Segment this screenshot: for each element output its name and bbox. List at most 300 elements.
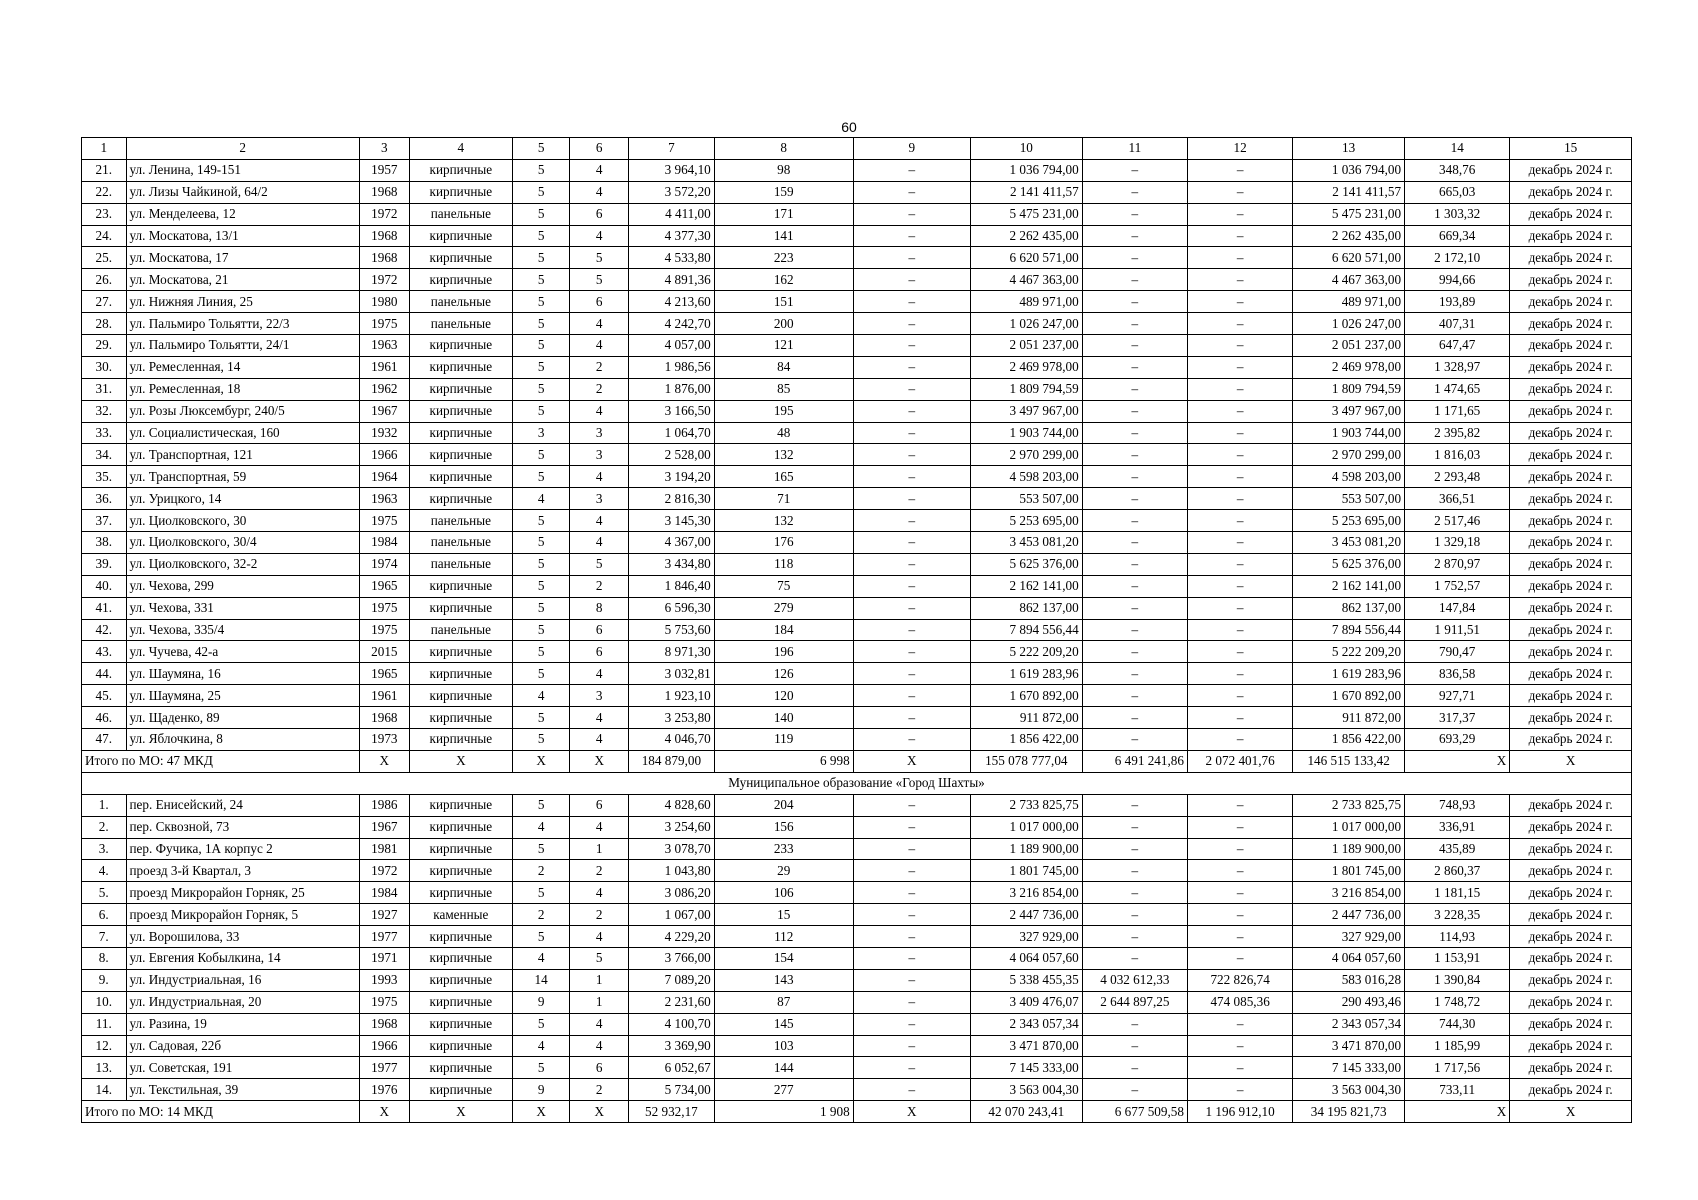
total-cost-cell: 3 409 476,07: [970, 991, 1082, 1013]
floors-cell: 4: [512, 816, 570, 838]
cost-col-13-cell: 1 017 000,00: [1293, 816, 1405, 838]
cost-col-9-cell: –: [853, 225, 970, 247]
address-cell: пер. Фучика, 1А корпус 2: [126, 838, 359, 860]
row-number-cell: 25.: [82, 247, 127, 269]
address-cell: ул. Ремесленная, 18: [126, 378, 359, 400]
entrances-cell: 8: [570, 597, 629, 619]
cost-per-sqm-cell: 366,51: [1405, 488, 1510, 510]
cost-col-13-cell: 553 507,00: [1293, 488, 1405, 510]
completion-date-cell: декабрь 2024 г.: [1510, 816, 1632, 838]
section-title: Муниципальное образование «Город Шахты»: [82, 772, 1632, 794]
residents-cell: 141: [714, 225, 853, 247]
row-number-cell: 11.: [82, 1013, 127, 1035]
wall-material-cell: кирпичные: [409, 969, 512, 991]
residents-cell: 85: [714, 378, 853, 400]
cost-col-12-cell: –: [1187, 904, 1292, 926]
year-built-cell: 1968: [359, 247, 409, 269]
completion-date-cell: декабрь 2024 г.: [1510, 335, 1632, 357]
total-cost-cell: 3 497 967,00: [970, 400, 1082, 422]
cost-col-11-cell: –: [1082, 1057, 1187, 1079]
row-number-cell: 21.: [82, 159, 127, 181]
address-cell: ул. Циолковского, 30: [126, 510, 359, 532]
cost-per-sqm-cell: 114,93: [1405, 926, 1510, 948]
total-cell: 155 078 777,04: [970, 750, 1082, 772]
floors-cell: 5: [512, 291, 570, 313]
total-cost-cell: 553 507,00: [970, 488, 1082, 510]
cost-per-sqm-cell: 1 748,72: [1405, 991, 1510, 1013]
wall-material-cell: кирпичные: [409, 1079, 512, 1101]
wall-material-cell: панельные: [409, 532, 512, 554]
cost-per-sqm-cell: 647,47: [1405, 335, 1510, 357]
column-number-10: 10: [970, 138, 1082, 160]
total-label: Итого по МО: 47 МКД: [82, 750, 360, 772]
table-row: [82, 882, 1632, 904]
cost-col-9-cell: –: [853, 794, 970, 816]
entrances-cell: 5: [570, 269, 629, 291]
year-built-cell: 1961: [359, 356, 409, 378]
cost-col-12-cell: –: [1187, 313, 1292, 335]
residents-cell: 15: [714, 904, 853, 926]
cost-col-13-cell: 1 856 422,00: [1293, 729, 1405, 751]
total-cost-cell: 2 469 978,00: [970, 356, 1082, 378]
row-number-cell: 4.: [82, 860, 127, 882]
residents-cell: 233: [714, 838, 853, 860]
residents-cell: 162: [714, 269, 853, 291]
wall-material-cell: кирпичные: [409, 181, 512, 203]
completion-date-cell: декабрь 2024 г.: [1510, 532, 1632, 554]
table-row: [82, 269, 1632, 291]
total-cell: X: [359, 1101, 409, 1123]
year-built-cell: 1967: [359, 816, 409, 838]
cost-col-9-cell: –: [853, 619, 970, 641]
total-area-cell: 1 923,10: [629, 685, 715, 707]
cost-col-12-cell: –: [1187, 1057, 1292, 1079]
address-cell: проезд Микрорайон Горняк, 25: [126, 882, 359, 904]
wall-material-cell: панельные: [409, 291, 512, 313]
floors-cell: 5: [512, 269, 570, 291]
total-cell: X: [570, 750, 629, 772]
cost-col-9-cell: –: [853, 729, 970, 751]
total-cell: X: [1405, 750, 1510, 772]
year-built-cell: 1984: [359, 882, 409, 904]
wall-material-cell: панельные: [409, 203, 512, 225]
address-cell: ул. Транспортная, 59: [126, 466, 359, 488]
completion-date-cell: декабрь 2024 г.: [1510, 991, 1632, 1013]
row-number-cell: 47.: [82, 729, 127, 751]
completion-date-cell: декабрь 2024 г.: [1510, 247, 1632, 269]
table-row: [82, 816, 1632, 838]
cost-col-13-cell: 2 447 736,00: [1293, 904, 1405, 926]
total-cost-cell: 1 801 745,00: [970, 860, 1082, 882]
address-cell: ул. Розы Люксембург, 240/5: [126, 400, 359, 422]
cost-col-12-cell: –: [1187, 291, 1292, 313]
total-cell: X: [409, 1101, 512, 1123]
total-area-cell: 7 089,20: [629, 969, 715, 991]
floors-cell: 5: [512, 532, 570, 554]
floors-cell: 5: [512, 729, 570, 751]
year-built-cell: 1975: [359, 313, 409, 335]
total-cell: X: [1510, 750, 1632, 772]
wall-material-cell: кирпичные: [409, 947, 512, 969]
total-cell: 184 879,00: [629, 750, 715, 772]
cost-col-12-cell: –: [1187, 619, 1292, 641]
completion-date-cell: декабрь 2024 г.: [1510, 400, 1632, 422]
year-built-cell: 1972: [359, 203, 409, 225]
cost-col-13-cell: 3 497 967,00: [1293, 400, 1405, 422]
residents-cell: 118: [714, 553, 853, 575]
residents-cell: 140: [714, 707, 853, 729]
cost-col-11-cell: 4 032 612,33: [1082, 969, 1187, 991]
completion-date-cell: декабрь 2024 г.: [1510, 575, 1632, 597]
residents-cell: 103: [714, 1035, 853, 1057]
residents-cell: 277: [714, 1079, 853, 1101]
address-cell: пер. Сквозной, 73: [126, 816, 359, 838]
year-built-cell: 1993: [359, 969, 409, 991]
wall-material-cell: кирпичные: [409, 356, 512, 378]
entrances-cell: 4: [570, 510, 629, 532]
row-number-cell: 27.: [82, 291, 127, 313]
residents-cell: 48: [714, 422, 853, 444]
cost-per-sqm-cell: 1 911,51: [1405, 619, 1510, 641]
floors-cell: 5: [512, 159, 570, 181]
cost-col-13-cell: 489 971,00: [1293, 291, 1405, 313]
wall-material-cell: кирпичные: [409, 991, 512, 1013]
year-built-cell: 1971: [359, 947, 409, 969]
cost-per-sqm-cell: 317,37: [1405, 707, 1510, 729]
cost-col-13-cell: 1 619 283,96: [1293, 663, 1405, 685]
cost-col-9-cell: –: [853, 641, 970, 663]
cost-col-9-cell: –: [853, 1013, 970, 1035]
completion-date-cell: декабрь 2024 г.: [1510, 794, 1632, 816]
row-number-cell: 42.: [82, 619, 127, 641]
total-cost-cell: 489 971,00: [970, 291, 1082, 313]
residents-cell: 279: [714, 597, 853, 619]
row-number-cell: 5.: [82, 882, 127, 904]
table-row: [82, 247, 1632, 269]
column-number-7: 7: [629, 138, 715, 160]
cost-per-sqm-cell: 1 171,65: [1405, 400, 1510, 422]
cost-col-9-cell: –: [853, 597, 970, 619]
cost-col-9-cell: –: [853, 553, 970, 575]
wall-material-cell: кирпичные: [409, 378, 512, 400]
cost-col-11-cell: 2 644 897,25: [1082, 991, 1187, 1013]
residents-cell: 75: [714, 575, 853, 597]
total-cost-cell: 2 970 299,00: [970, 444, 1082, 466]
cost-per-sqm-cell: 1 390,84: [1405, 969, 1510, 991]
row-number-cell: 30.: [82, 356, 127, 378]
year-built-cell: 1974: [359, 553, 409, 575]
cost-col-9-cell: –: [853, 422, 970, 444]
year-built-cell: 1967: [359, 400, 409, 422]
entrances-cell: 3: [570, 444, 629, 466]
cost-col-13-cell: 4 467 363,00: [1293, 269, 1405, 291]
residents-cell: 84: [714, 356, 853, 378]
year-built-cell: 2015: [359, 641, 409, 663]
total-area-cell: 2 816,30: [629, 488, 715, 510]
cost-col-12-cell: –: [1187, 335, 1292, 357]
cost-per-sqm-cell: 1 752,57: [1405, 575, 1510, 597]
cost-col-9-cell: –: [853, 400, 970, 422]
total-cost-cell: 1 856 422,00: [970, 729, 1082, 751]
cost-col-13-cell: 2 141 411,57: [1293, 181, 1405, 203]
entrances-cell: 4: [570, 1013, 629, 1035]
residents-cell: 132: [714, 510, 853, 532]
floors-cell: 5: [512, 597, 570, 619]
row-number-cell: 3.: [82, 838, 127, 860]
cost-col-9-cell: –: [853, 663, 970, 685]
table-row: [82, 969, 1632, 991]
total-area-cell: 4 046,70: [629, 729, 715, 751]
row-number-cell: 31.: [82, 378, 127, 400]
row-number-cell: 24.: [82, 225, 127, 247]
table-row: [82, 553, 1632, 575]
cost-per-sqm-cell: 994,66: [1405, 269, 1510, 291]
cost-col-11-cell: –: [1082, 904, 1187, 926]
year-built-cell: 1957: [359, 159, 409, 181]
column-number-2: 2: [126, 138, 359, 160]
address-cell: ул. Чучева, 42-а: [126, 641, 359, 663]
entrances-cell: 4: [570, 335, 629, 357]
cost-col-11-cell: –: [1082, 444, 1187, 466]
total-cost-cell: 2 733 825,75: [970, 794, 1082, 816]
entrances-cell: 4: [570, 882, 629, 904]
address-cell: ул. Ворошилова, 33: [126, 926, 359, 948]
residents-cell: 106: [714, 882, 853, 904]
cost-col-13-cell: 2 343 057,34: [1293, 1013, 1405, 1035]
address-cell: ул. Индустриальная, 16: [126, 969, 359, 991]
total-area-cell: 3 253,80: [629, 707, 715, 729]
address-cell: проезд Микрорайон Горняк, 5: [126, 904, 359, 926]
residents-cell: 120: [714, 685, 853, 707]
cost-col-9-cell: –: [853, 444, 970, 466]
cost-per-sqm-cell: 733,11: [1405, 1079, 1510, 1101]
cost-col-11-cell: –: [1082, 378, 1187, 400]
cost-col-12-cell: –: [1187, 225, 1292, 247]
residents-cell: 121: [714, 335, 853, 357]
table-row: [82, 378, 1632, 400]
cost-per-sqm-cell: 1 816,03: [1405, 444, 1510, 466]
column-number-3: 3: [359, 138, 409, 160]
floors-cell: 5: [512, 1013, 570, 1035]
completion-date-cell: декабрь 2024 г.: [1510, 860, 1632, 882]
year-built-cell: 1962: [359, 378, 409, 400]
wall-material-cell: кирпичные: [409, 444, 512, 466]
entrances-cell: 3: [570, 422, 629, 444]
completion-date-cell: декабрь 2024 г.: [1510, 904, 1632, 926]
total-area-cell: 3 254,60: [629, 816, 715, 838]
wall-material-cell: кирпичные: [409, 1035, 512, 1057]
total-area-cell: 4 411,00: [629, 203, 715, 225]
cost-col-12-cell: –: [1187, 685, 1292, 707]
floors-cell: 3: [512, 422, 570, 444]
total-area-cell: 3 145,30: [629, 510, 715, 532]
table-row: [82, 510, 1632, 532]
total-cost-cell: 5 338 455,35: [970, 969, 1082, 991]
entrances-cell: 5: [570, 553, 629, 575]
row-number-cell: 34.: [82, 444, 127, 466]
cost-col-11-cell: –: [1082, 313, 1187, 335]
residents-cell: 119: [714, 729, 853, 751]
completion-date-cell: декабрь 2024 г.: [1510, 291, 1632, 313]
total-row: [82, 1101, 1632, 1123]
wall-material-cell: кирпичные: [409, 225, 512, 247]
total-cost-cell: 2 051 237,00: [970, 335, 1082, 357]
cost-per-sqm-cell: 193,89: [1405, 291, 1510, 313]
total-cost-cell: 5 475 231,00: [970, 203, 1082, 225]
total-cell: 2 072 401,76: [1187, 750, 1292, 772]
entrances-cell: 6: [570, 794, 629, 816]
completion-date-cell: декабрь 2024 г.: [1510, 597, 1632, 619]
total-area-cell: 3 086,20: [629, 882, 715, 904]
table-row: [82, 991, 1632, 1013]
floors-cell: 5: [512, 378, 570, 400]
table-row: [82, 619, 1632, 641]
column-number-8: 8: [714, 138, 853, 160]
wall-material-cell: кирпичные: [409, 729, 512, 751]
total-area-cell: 1 846,40: [629, 575, 715, 597]
entrances-cell: 6: [570, 203, 629, 225]
floors-cell: 5: [512, 641, 570, 663]
total-area-cell: 1 043,80: [629, 860, 715, 882]
year-built-cell: 1963: [359, 335, 409, 357]
cost-col-12-cell: –: [1187, 729, 1292, 751]
residents-cell: 71: [714, 488, 853, 510]
completion-date-cell: декабрь 2024 г.: [1510, 269, 1632, 291]
address-cell: ул. Чехова, 299: [126, 575, 359, 597]
cost-col-11-cell: –: [1082, 269, 1187, 291]
cost-col-13-cell: 5 475 231,00: [1293, 203, 1405, 225]
total-cell: X: [512, 1101, 570, 1123]
cost-per-sqm-cell: 1 474,65: [1405, 378, 1510, 400]
cost-col-9-cell: –: [853, 1057, 970, 1079]
column-number-6: 6: [570, 138, 629, 160]
floors-cell: 9: [512, 991, 570, 1013]
residents-cell: 195: [714, 400, 853, 422]
floors-cell: 5: [512, 203, 570, 225]
cost-col-11-cell: –: [1082, 1035, 1187, 1057]
total-cost-cell: 2 162 141,00: [970, 575, 1082, 597]
address-cell: ул. Шаумяна, 25: [126, 685, 359, 707]
year-built-cell: 1975: [359, 991, 409, 1013]
cost-per-sqm-cell: 348,76: [1405, 159, 1510, 181]
total-cell: X: [853, 750, 970, 772]
cost-col-11-cell: –: [1082, 291, 1187, 313]
cost-col-13-cell: 5 625 376,00: [1293, 553, 1405, 575]
cost-col-12-cell: –: [1187, 488, 1292, 510]
cost-col-13-cell: 3 471 870,00: [1293, 1035, 1405, 1057]
cost-col-12-cell: –: [1187, 1013, 1292, 1035]
table-row: [82, 575, 1632, 597]
cost-per-sqm-cell: 2 172,10: [1405, 247, 1510, 269]
year-built-cell: 1965: [359, 663, 409, 685]
residents-cell: 132: [714, 444, 853, 466]
table-row: [82, 1013, 1632, 1035]
completion-date-cell: декабрь 2024 г.: [1510, 553, 1632, 575]
cost-col-12-cell: –: [1187, 1079, 1292, 1101]
total-cost-cell: 7 894 556,44: [970, 619, 1082, 641]
total-cost-cell: 1 017 000,00: [970, 816, 1082, 838]
entrances-cell: 6: [570, 291, 629, 313]
address-cell: ул. Шаумяна, 16: [126, 663, 359, 685]
cost-col-12-cell: 722 826,74: [1187, 969, 1292, 991]
floors-cell: 5: [512, 882, 570, 904]
table-row: [82, 947, 1632, 969]
total-area-cell: 4 213,60: [629, 291, 715, 313]
address-cell: пер. Енисейский, 24: [126, 794, 359, 816]
table-row: [82, 641, 1632, 663]
total-cost-cell: 7 145 333,00: [970, 1057, 1082, 1079]
address-cell: ул. Транспортная, 121: [126, 444, 359, 466]
cost-col-9-cell: –: [853, 947, 970, 969]
floors-cell: 5: [512, 225, 570, 247]
address-cell: ул. Чехова, 331: [126, 597, 359, 619]
cost-col-12-cell: –: [1187, 597, 1292, 619]
wall-material-cell: кирпичные: [409, 597, 512, 619]
cost-col-13-cell: 1 903 744,00: [1293, 422, 1405, 444]
cost-col-12-cell: –: [1187, 860, 1292, 882]
cost-per-sqm-cell: 1 328,97: [1405, 356, 1510, 378]
total-area-cell: 4 229,20: [629, 926, 715, 948]
cost-col-13-cell: 327 929,00: [1293, 926, 1405, 948]
cost-col-13-cell: 290 493,46: [1293, 991, 1405, 1013]
cost-col-9-cell: –: [853, 159, 970, 181]
cost-col-11-cell: –: [1082, 488, 1187, 510]
completion-date-cell: декабрь 2024 г.: [1510, 926, 1632, 948]
residents-cell: 126: [714, 663, 853, 685]
table-row: [82, 597, 1632, 619]
year-built-cell: 1975: [359, 619, 409, 641]
total-cost-cell: 1 809 794,59: [970, 378, 1082, 400]
cost-col-13-cell: 2 262 435,00: [1293, 225, 1405, 247]
residents-cell: 145: [714, 1013, 853, 1035]
table-row: [82, 707, 1632, 729]
cost-col-9-cell: –: [853, 510, 970, 532]
row-number-cell: 28.: [82, 313, 127, 335]
total-area-cell: 3 434,80: [629, 553, 715, 575]
cost-col-11-cell: –: [1082, 575, 1187, 597]
entrances-cell: 4: [570, 663, 629, 685]
completion-date-cell: декабрь 2024 г.: [1510, 313, 1632, 335]
column-number-12: 12: [1187, 138, 1292, 160]
table-row: [82, 203, 1632, 225]
row-number-cell: 41.: [82, 597, 127, 619]
table-row: [82, 663, 1632, 685]
wall-material-cell: кирпичные: [409, 838, 512, 860]
year-built-cell: 1975: [359, 510, 409, 532]
completion-date-cell: декабрь 2024 г.: [1510, 619, 1632, 641]
total-area-cell: 4 828,60: [629, 794, 715, 816]
table-row: [82, 1057, 1632, 1079]
total-area-cell: 3 572,20: [629, 181, 715, 203]
table-row: [82, 904, 1632, 926]
total-cost-cell: 1 189 900,00: [970, 838, 1082, 860]
address-cell: ул. Циолковского, 32-2: [126, 553, 359, 575]
page-number: 60: [841, 119, 857, 135]
entrances-cell: 6: [570, 619, 629, 641]
cost-col-13-cell: 1 801 745,00: [1293, 860, 1405, 882]
cost-col-13-cell: 2 051 237,00: [1293, 335, 1405, 357]
entrances-cell: 4: [570, 729, 629, 751]
residents-cell: 143: [714, 969, 853, 991]
table-row: [82, 400, 1632, 422]
total-cost-cell: 1 903 744,00: [970, 422, 1082, 444]
residents-cell: 200: [714, 313, 853, 335]
cost-col-9-cell: –: [853, 269, 970, 291]
cost-per-sqm-cell: 147,84: [1405, 597, 1510, 619]
completion-date-cell: декабрь 2024 г.: [1510, 356, 1632, 378]
column-number-4: 4: [409, 138, 512, 160]
entrances-cell: 1: [570, 838, 629, 860]
